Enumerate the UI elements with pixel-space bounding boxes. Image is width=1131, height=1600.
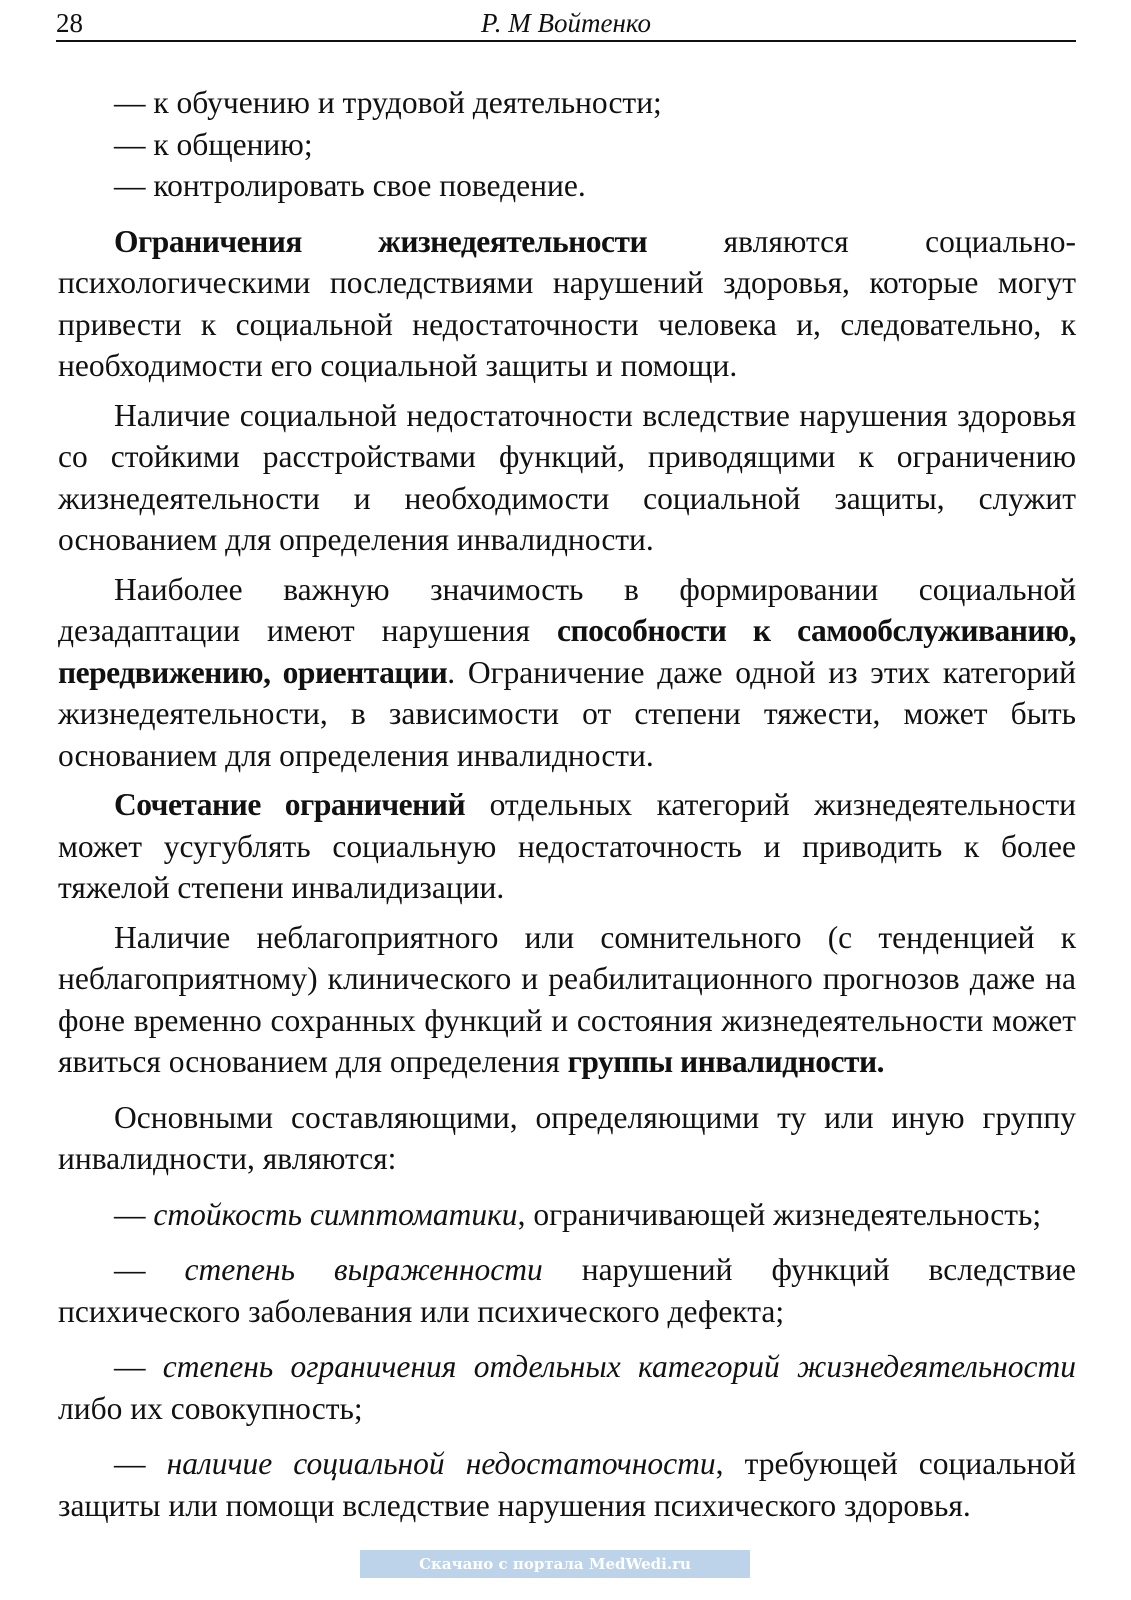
paragraph-prognosis	[58, 917, 1076, 1083]
paragraph-text: отдельных категорий жизнедеятельности может усугублять социальную недостаточность и приводить к более тяжелой степени инвалидизации.	[58, 787, 1076, 905]
component-term: степень выраженности	[184, 1252, 543, 1287]
paragraph-limitations	[58, 221, 1076, 387]
term-abilities: способности к самообслуживанию, передвижению, ориентации	[58, 613, 1076, 690]
paragraph-text: Наиболее важную значимость в формировании социальной дезадаптации имеют нарушения	[58, 571, 1076, 648]
component-item	[58, 1249, 1076, 1332]
paragraph-text: . Ограничение даже одной из этих категорий жизнедеятельности, в зависимости от степени тяжести, может быть основанием для определения инвалидности.	[58, 654, 1076, 773]
component-text: нарушений функций вследствие психического заболевания или психического дефекта;	[58, 1252, 1076, 1329]
term-disability-group: группы инвалидности.	[567, 1044, 884, 1079]
dash: —	[114, 1252, 185, 1287]
dash: —	[114, 1349, 163, 1384]
component-item	[58, 1346, 1076, 1429]
component-term: степень ограничения отдельных категорий жизнедеятельности	[162, 1349, 1077, 1384]
page-number: 28	[56, 8, 83, 38]
page-header	[56, 6, 1076, 42]
component-text: , ограничивающей жизнедеятельность;	[517, 1196, 1042, 1232]
component-text: либо их совокупность;	[58, 1390, 363, 1426]
dash: —	[114, 1446, 167, 1481]
term-limitations: Ограничения жизнедеятельности	[114, 223, 648, 259]
watermark: Скачано с портала MedWedi.ru	[360, 1550, 750, 1578]
page-body	[58, 82, 1076, 1526]
list-item: — к общению;	[114, 126, 313, 162]
paragraph-maladaptation	[58, 569, 1076, 777]
component-item	[58, 1443, 1076, 1526]
list-item: — контролировать свое поведение.	[114, 168, 586, 203]
component-term: стойкость симптоматики	[153, 1196, 518, 1232]
paragraph-text: являются социально-психологическими последствиями нарушений здоровья, которые могут привести к социальной недостаточности человека и, следовательно, к необходимости его социальной защиты и помощи.	[58, 223, 1076, 383]
running-head: Р. М Войтенко	[480, 8, 651, 38]
paragraph-text: Наличие неблагоприятного или сомнительного (с тенденцией к неблагоприятному) клинического и реабилитационного прогнозов даже на фоне временно сохранных функций и состояния жизнедеятельности может явиться основанием для определения	[58, 919, 1076, 1079]
component-term: наличие социальной недостаточности	[166, 1446, 716, 1481]
paragraph-combination	[58, 784, 1076, 909]
component-text: , требующей социальной защиты или помощи вследствие нарушения психического здоровья.	[58, 1446, 1077, 1523]
paragraph-components-intro: Основными составляющими, определяющими ту или иную группу инвалидности, являются:	[58, 1099, 1076, 1176]
list-item: — к обучению и трудовой деятельности;	[114, 85, 662, 120]
component-item	[58, 1194, 1076, 1236]
ability-list	[58, 82, 1076, 207]
paragraph-social-insufficiency: Наличие социальной недостаточности вследствие нарушения здоровья со стойкими расстройствами функций, приводящими к ограничению жизнедеятельности и необходимости социальной защиты, служит основанием для определения инвалидности.	[58, 397, 1076, 557]
dash: —	[114, 1196, 154, 1232]
term-combination: Сочетание ограничений	[114, 787, 466, 822]
